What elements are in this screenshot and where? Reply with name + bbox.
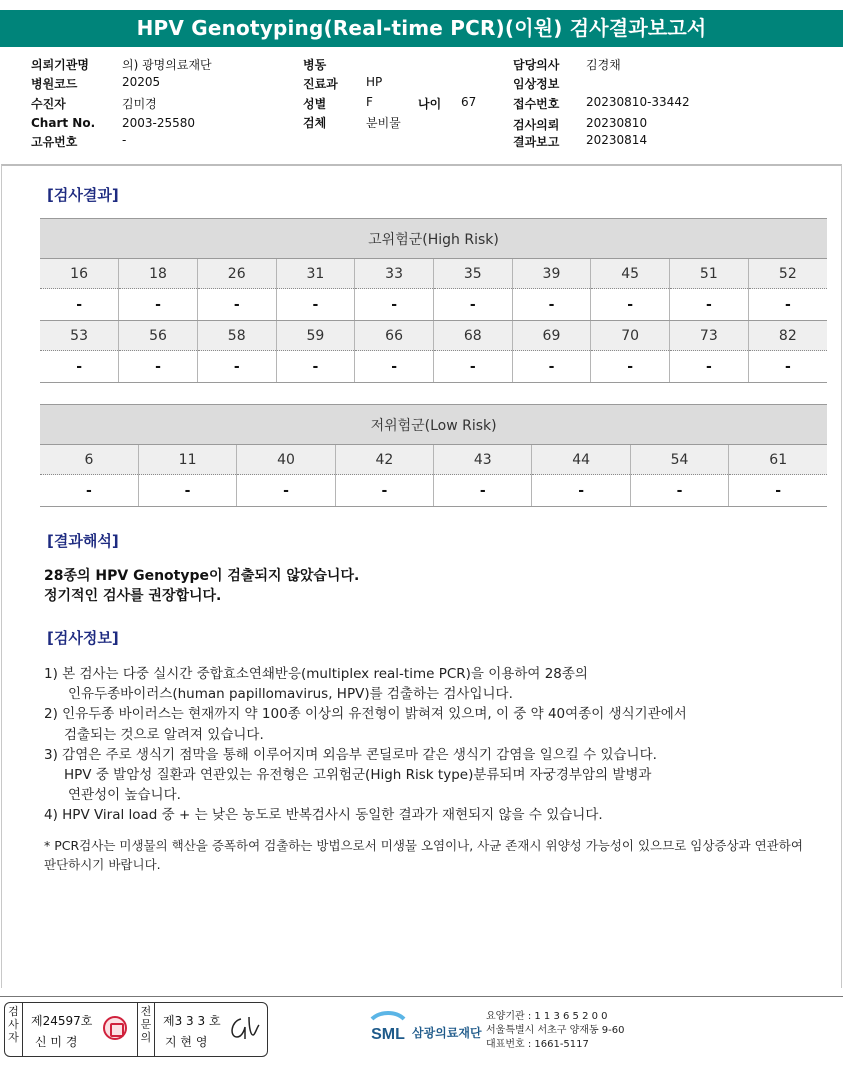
hr-result-cell: - <box>512 289 591 321</box>
test-info-line: 3) 감염은 주로 생식기 점막을 통해 이루어지며 외음부 콘딜로마 같은 생식기 감염을 일으킬 수 있습니다. <box>44 746 657 763</box>
lr-type-cell: 6 <box>40 445 138 475</box>
hr-result-cell: - <box>748 351 827 383</box>
hospital-code-label: 병원코드 <box>31 77 78 91</box>
hr-result-cell: - <box>119 289 198 321</box>
request-label: 검사의뢰 <box>513 118 560 132</box>
hr-result-cell: - <box>276 289 355 321</box>
hr-result-cell: - <box>197 351 276 383</box>
test-info-line: 인유두종바이러스(human papillomavirus, HPV)를 검출하는 검사입니다. <box>68 686 513 703</box>
hr-type-cell: 70 <box>591 321 670 351</box>
dept-value: HP <box>366 75 383 89</box>
lab-info <box>486 1010 625 1052</box>
receipt-value: 20230810-33442 <box>586 95 690 109</box>
test-info-line: 2) 인유두종 바이러스는 현재까지 약 100종 이상의 유전형이 밝혀져 있으며, 이 중 약 40여종이 생식기관에서 <box>44 706 687 723</box>
hr-type-cell: 52 <box>748 259 827 289</box>
hr-type-cell: 16 <box>40 259 119 289</box>
specialist-label: 전문의 <box>137 1003 155 1056</box>
lr-type-cell: 44 <box>532 445 630 475</box>
examinee-value: 김미경 <box>122 97 157 111</box>
test-info-section-title: [검사정보] <box>47 629 119 647</box>
request-value: 20230810 <box>586 116 648 130</box>
sex-value: F <box>366 95 373 109</box>
dept-label: 진료과 <box>303 77 338 91</box>
specimen-label: 검체 <box>303 116 327 130</box>
hr-type-cell: 35 <box>433 259 512 289</box>
interpretation-line: 28종의 HPV Genotype이 검출되지 않았습니다. <box>44 568 360 584</box>
seal-icon <box>103 1016 127 1040</box>
lr-type-cell: 42 <box>335 445 433 475</box>
lr-type-cell: 54 <box>630 445 728 475</box>
hr-type-cell: 31 <box>276 259 355 289</box>
hr-result-cell: - <box>40 289 119 321</box>
hr-result-cell: - <box>433 351 512 383</box>
lr-result-cell: - <box>335 475 433 507</box>
receipt-label: 접수번호 <box>513 97 560 111</box>
hr-result-cell: - <box>433 289 512 321</box>
examiner-label: 검사자 <box>5 1003 23 1056</box>
lr-result-cell: - <box>630 475 728 507</box>
patient-info <box>0 56 843 148</box>
examiner-name: 신 미 경 <box>35 1035 78 1049</box>
institution-label: 의뢰기관명 <box>31 58 89 72</box>
hr-result-cell: - <box>670 351 749 383</box>
ward-label: 병동 <box>303 58 327 72</box>
hr-result-cell: - <box>355 289 434 321</box>
age-value: 67 <box>461 95 477 109</box>
lr-result-cell: - <box>729 475 827 507</box>
signature-icon <box>227 1013 263 1043</box>
lr-result-cell: - <box>40 475 138 507</box>
hr-type-cell: 18 <box>119 259 198 289</box>
interpretation-text <box>44 566 359 606</box>
low-risk-table <box>40 404 827 507</box>
report-title: HPV Genotyping(Real-time PCR)(이원) 검사결과보고서 <box>0 10 843 47</box>
hr-result-cell: - <box>748 289 827 321</box>
hr-result-cell: - <box>591 351 670 383</box>
age-label: 나이 <box>418 97 442 111</box>
hr-result-cell: - <box>512 351 591 383</box>
chart-value: 2003-25580 <box>122 116 196 130</box>
results-section-title: [검사결과] <box>47 186 119 204</box>
low-risk-header: 저위험군(Low Risk) <box>40 405 827 445</box>
lr-result-cell: - <box>532 475 630 507</box>
unique-label: 고유번호 <box>31 135 78 149</box>
examiner-license: 제24597호 <box>31 1014 93 1028</box>
test-info-line: 검출되는 것으로 알려져 있습니다. <box>64 726 264 743</box>
test-info-list <box>44 664 804 826</box>
pcr-note: * PCR검사는 미생물의 핵산을 증폭하여 검출하는 방법으로서 미생물 오염이나, 사균 존재시 위양성 가능성이 있으므로 임상증상과 연관하여 판단하시기 바랍니다. <box>44 838 803 872</box>
hr-type-cell: 33 <box>355 259 434 289</box>
lab-code: 요양기관 : 1 1 3 6 5 2 0 0 <box>486 1011 608 1022</box>
lr-result-cell: - <box>434 475 532 507</box>
specimen-value: 분비물 <box>366 116 401 130</box>
hr-result-cell: - <box>591 289 670 321</box>
high-risk-header: 고위험군(High Risk) <box>40 219 827 259</box>
lab-address: 서울특별시 서초구 양재동 9-60 <box>486 1025 625 1036</box>
hr-type-cell: 59 <box>276 321 355 351</box>
sml-logo-text: SML <box>371 1026 405 1043</box>
unique-value: - <box>122 133 127 147</box>
signature-box <box>4 1002 268 1057</box>
report-date-label: 결과보고 <box>513 135 560 149</box>
clinical-label: 임상정보 <box>513 77 560 91</box>
hospital-code-value: 20205 <box>122 75 161 89</box>
chart-label: Chart No. <box>31 116 96 130</box>
lr-type-cell: 11 <box>138 445 236 475</box>
high-risk-table <box>40 218 827 383</box>
specialist-name: 지 현 영 <box>165 1035 208 1049</box>
test-info-line: 1) 본 검사는 다중 실시간 중합효소연쇄반응(multiplex real-time PCR)을 이용하여 28종의 <box>44 666 588 682</box>
interpretation-section-title: [결과해석] <box>47 532 119 550</box>
sex-label: 성별 <box>303 97 327 111</box>
hr-type-cell: 51 <box>670 259 749 289</box>
report-date-value: 20230814 <box>586 133 648 147</box>
hr-type-cell: 73 <box>670 321 749 351</box>
sml-logo-icon <box>366 1009 410 1049</box>
hr-type-cell: 26 <box>197 259 276 289</box>
hr-result-cell: - <box>670 289 749 321</box>
hr-result-cell: - <box>119 351 198 383</box>
lab-phone: 대표번호 : 1661-5117 <box>486 1039 589 1050</box>
lr-result-cell: - <box>237 475 335 507</box>
hr-type-cell: 45 <box>591 259 670 289</box>
hr-type-cell: 56 <box>119 321 198 351</box>
footer-divider <box>0 996 843 997</box>
doctor-value: 김경채 <box>586 58 621 72</box>
hr-type-cell: 69 <box>512 321 591 351</box>
doctor-label: 담당의사 <box>513 58 560 72</box>
lab-name: 삼광의료재단 <box>412 1026 482 1040</box>
examinee-label: 수진자 <box>31 97 66 111</box>
test-info-line: 4) HPV Viral load 중 + 는 낮은 농도로 반복검사시 동일한 결과가 재현되지 않을 수 있습니다. <box>44 807 603 824</box>
hr-result-cell: - <box>355 351 434 383</box>
lr-type-cell: 43 <box>434 445 532 475</box>
hr-type-cell: 53 <box>40 321 119 351</box>
test-info-line: 연관성이 높습니다. <box>68 787 181 804</box>
hr-type-cell: 68 <box>433 321 512 351</box>
lr-type-cell: 40 <box>237 445 335 475</box>
institution-value: 의) 광명의료재단 <box>122 58 212 72</box>
specialist-license: 제3 3 3 호 <box>163 1014 221 1028</box>
hr-result-cell: - <box>276 351 355 383</box>
lr-result-cell: - <box>138 475 236 507</box>
hr-type-cell: 39 <box>512 259 591 289</box>
test-info-line: HPV 중 발암성 질환과 연관있는 유전형은 고위험군(High Risk type)분류되며 자궁경부암의 발병과 <box>64 767 652 784</box>
hr-type-cell: 82 <box>748 321 827 351</box>
hr-result-cell: - <box>40 351 119 383</box>
hr-type-cell: 66 <box>355 321 434 351</box>
interpretation-line: 정기적인 검사를 권장합니다. <box>44 588 222 604</box>
hr-result-cell: - <box>197 289 276 321</box>
hr-type-cell: 58 <box>197 321 276 351</box>
lr-type-cell: 61 <box>729 445 827 475</box>
